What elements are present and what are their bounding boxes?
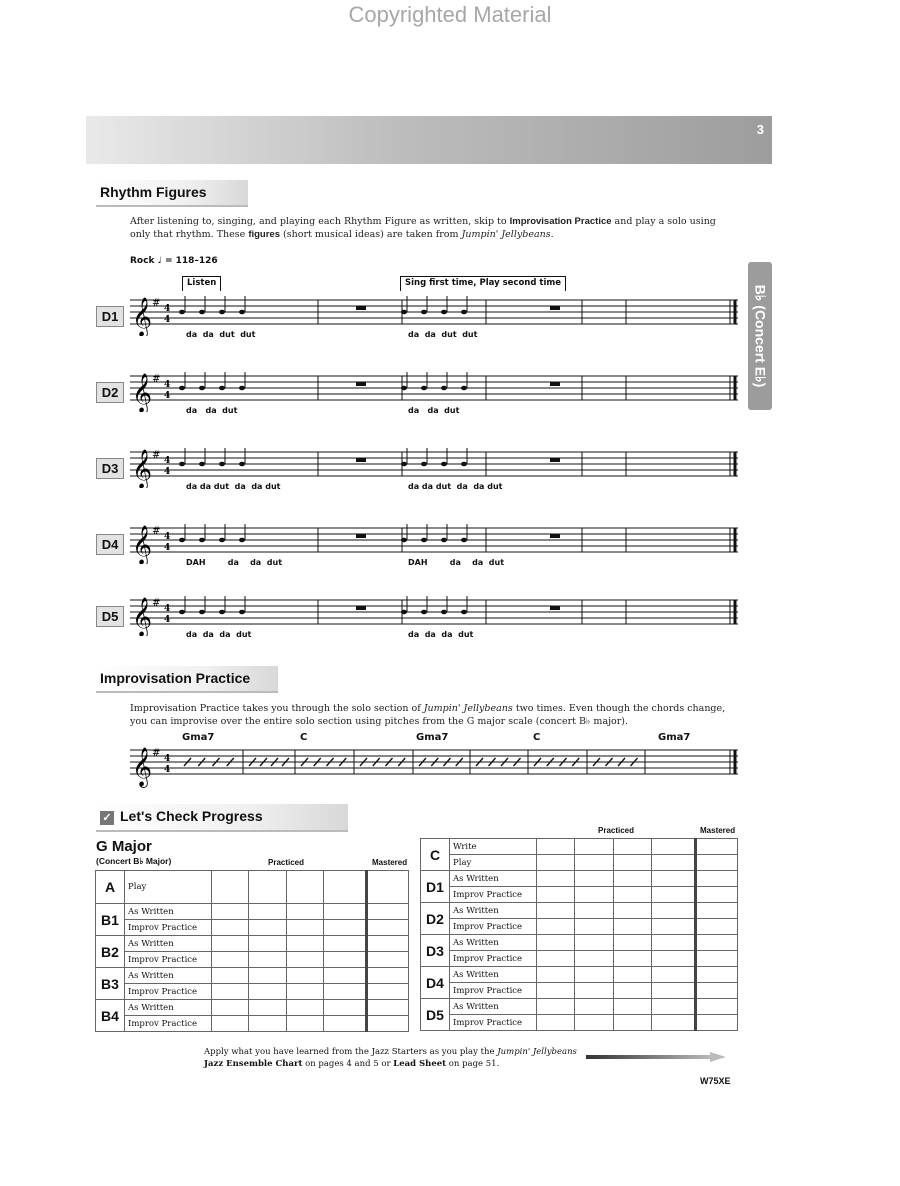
svg-text:4: 4 [164, 532, 171, 542]
progress-row-label: A [96, 871, 125, 904]
progress-item: As Written [450, 871, 537, 887]
practiced-checkbox[interactable] [286, 1016, 323, 1032]
practiced-checkbox[interactable] [537, 967, 575, 983]
practiced-checkbox[interactable] [537, 999, 575, 1015]
progress-row [96, 968, 409, 984]
progress-row [421, 871, 738, 887]
chord-label: Gma7 [416, 732, 449, 743]
svg-text:#: # [152, 374, 161, 385]
key-subtitle: (Concert B♭ Major) [96, 856, 172, 866]
progress-row [421, 839, 738, 855]
progress-row-label: D3 [421, 935, 450, 967]
practiced-checkbox[interactable] [249, 1000, 286, 1016]
practiced-checkbox[interactable] [613, 935, 651, 951]
rhythm-intro: After listening to, singing, and playing each Rhythm Figure as written, skip to Improvisation Practice and play a solo using only that rhythm. These figures (short musical ideas) are taken from Jumpin' Jellybeans. [130, 216, 716, 240]
mastered-checkbox[interactable] [696, 951, 738, 967]
progress-row [421, 887, 738, 903]
mastered-checkbox[interactable] [367, 904, 409, 920]
practiced-checkbox[interactable] [613, 999, 651, 1015]
practiced-checkbox[interactable] [613, 903, 651, 919]
svg-text:#: # [152, 450, 161, 461]
svg-text:4: 4 [164, 304, 171, 314]
rhythm-row-label: D4 [96, 534, 124, 555]
practiced-checkbox[interactable] [575, 839, 613, 855]
progress-row [421, 903, 738, 919]
practiced-checkbox[interactable] [249, 904, 286, 920]
progress-table-right [420, 838, 738, 1031]
svg-text:4: 4 [164, 467, 171, 477]
practiced-checkbox[interactable] [613, 839, 651, 855]
practiced-checkbox[interactable] [613, 887, 651, 903]
practiced-checkbox[interactable] [613, 871, 651, 887]
mastered-checkbox[interactable] [696, 871, 738, 887]
progress-item: As Written [125, 968, 212, 984]
progress-row [421, 919, 738, 935]
chord-label: Gma7 [658, 732, 691, 743]
svg-text:4: 4 [164, 754, 171, 764]
rhythm-syllables: da da dut dut [408, 330, 478, 339]
svg-text:4: 4 [164, 604, 171, 614]
checkmark-icon: ✓ [100, 811, 114, 825]
mastered-checkbox[interactable] [696, 919, 738, 935]
practiced-checkbox[interactable] [324, 936, 367, 952]
practiced-checkbox[interactable] [286, 1000, 323, 1016]
practiced-checkbox[interactable] [212, 936, 249, 952]
progress-item: Improv Practice [450, 1015, 537, 1031]
progress-heading: ✓ Let's Check Progress [96, 804, 348, 832]
practiced-checkbox[interactable] [652, 983, 696, 999]
progress-item: Write [450, 839, 537, 855]
progress-row [421, 951, 738, 967]
progress-row-label: D5 [421, 999, 450, 1031]
rhythm-row-label: D3 [96, 458, 124, 479]
progress-item: Improv Practice [125, 1016, 212, 1032]
practiced-checkbox[interactable] [537, 887, 575, 903]
practiced-checkbox[interactable] [575, 871, 613, 887]
rhythm-row-label: D5 [96, 606, 124, 627]
progress-row-label: B1 [96, 904, 125, 936]
practiced-checkbox[interactable] [249, 968, 286, 984]
practiced-checkbox[interactable] [324, 1000, 367, 1016]
practiced-header-right: Practiced [598, 826, 635, 835]
svg-text:𝄞: 𝄞 [132, 449, 153, 488]
practiced-checkbox[interactable] [212, 952, 249, 968]
progress-row-label: D4 [421, 967, 450, 999]
progress-row [96, 904, 409, 920]
progress-item: Play [125, 871, 212, 904]
mastered-checkbox[interactable] [696, 855, 738, 871]
practiced-checkbox[interactable] [652, 887, 696, 903]
svg-text:4: 4 [164, 380, 171, 390]
progress-item: As Written [450, 999, 537, 1015]
progress-item: Improv Practice [125, 984, 212, 1000]
side-tab-label: B♭ (Concert E♭) [752, 284, 769, 388]
practiced-checkbox[interactable] [613, 855, 651, 871]
practiced-checkbox[interactable] [575, 887, 613, 903]
progress-row [421, 967, 738, 983]
progress-row-label: B2 [96, 936, 125, 968]
rhythm-figures-heading: Rhythm Figures [96, 180, 248, 207]
mastered-checkbox[interactable] [367, 1000, 409, 1016]
practiced-checkbox[interactable] [537, 983, 575, 999]
rhythm-row-label: D1 [96, 306, 124, 327]
practiced-checkbox[interactable] [286, 984, 323, 1000]
mastered-checkbox[interactable] [696, 935, 738, 951]
practiced-checkbox[interactable] [286, 871, 323, 904]
svg-text:𝄞: 𝄞 [132, 525, 153, 564]
svg-text:#: # [152, 748, 161, 759]
page-banner [86, 116, 772, 164]
practiced-checkbox[interactable] [286, 952, 323, 968]
page-number: 3 [756, 122, 764, 137]
practiced-checkbox[interactable] [652, 855, 696, 871]
practiced-checkbox[interactable] [537, 919, 575, 935]
mastered-checkbox[interactable] [367, 952, 409, 968]
svg-text:4: 4 [164, 615, 171, 625]
mastered-checkbox[interactable] [367, 968, 409, 984]
practiced-checkbox[interactable] [212, 984, 249, 1000]
progress-item: Improv Practice [450, 951, 537, 967]
practiced-checkbox[interactable] [575, 951, 613, 967]
improv-staff [130, 730, 742, 790]
progress-item: Improv Practice [125, 952, 212, 968]
practiced-checkbox[interactable] [537, 1015, 575, 1031]
progress-row-label: D2 [421, 903, 450, 935]
improv-text: Improvisation Practice takes you through the solo section of Jumpin' Jellybeans two times. Even though the chords change, you can improvise over the entire solo section using pitches from the G major scale (concert B♭ major). [130, 703, 726, 727]
progress-row-label: D1 [421, 871, 450, 903]
progress-row [421, 935, 738, 951]
practiced-checkbox[interactable] [286, 936, 323, 952]
progress-row [96, 920, 409, 936]
practiced-checkbox[interactable] [575, 999, 613, 1015]
svg-text:4: 4 [164, 543, 171, 553]
rhythm-syllables: DAH da da dut [408, 558, 505, 567]
svg-text:#: # [152, 526, 161, 537]
practiced-checkbox[interactable] [286, 904, 323, 920]
practiced-checkbox[interactable] [613, 919, 651, 935]
mastered-checkbox[interactable] [367, 920, 409, 936]
practiced-checkbox[interactable] [212, 1016, 249, 1032]
svg-text:4: 4 [164, 315, 171, 325]
mastered-header-right: Mastered [700, 826, 736, 835]
progress-row [96, 984, 409, 1000]
practiced-checkbox[interactable] [652, 951, 696, 967]
mastered-checkbox[interactable] [696, 983, 738, 999]
practiced-checkbox[interactable] [324, 920, 367, 936]
mastered-checkbox[interactable] [367, 936, 409, 952]
practiced-checkbox[interactable] [652, 999, 696, 1015]
practiced-checkbox[interactable] [249, 1016, 286, 1032]
progress-table-left [95, 870, 409, 1032]
progress-row [421, 855, 738, 871]
practiced-header: Practiced [268, 858, 305, 867]
practiced-checkbox[interactable] [212, 968, 249, 984]
practiced-checkbox[interactable] [324, 904, 367, 920]
practiced-checkbox[interactable] [324, 871, 367, 904]
progress-item: As Written [450, 935, 537, 951]
footer-note: Apply what you have learned from the Jazz Starters as you play the Jumpin' Jellybeans Jazz Ensemble Chart on pages 4 and 5 or Lead Sheet on page 51. [204, 1047, 577, 1069]
catalog-code: W75XE [700, 1076, 731, 1086]
rhythm-syllables: da da da dut [408, 630, 474, 639]
progress-row [96, 936, 409, 952]
svg-text:𝄞: 𝄞 [132, 373, 153, 412]
svg-text:𝄞: 𝄞 [132, 747, 153, 787]
svg-text:#: # [152, 598, 161, 609]
progress-row [96, 952, 409, 968]
rhythm-syllables: DAH da da dut [186, 558, 283, 567]
mastered-checkbox[interactable] [696, 839, 738, 855]
practiced-checkbox[interactable] [652, 903, 696, 919]
progress-row-label: C [421, 839, 450, 871]
progress-item: As Written [450, 967, 537, 983]
mastered-header: Mastered [372, 858, 408, 867]
practiced-checkbox[interactable] [212, 920, 249, 936]
practiced-checkbox[interactable] [324, 952, 367, 968]
practiced-checkbox[interactable] [537, 951, 575, 967]
mastered-checkbox[interactable] [367, 984, 409, 1000]
practiced-checkbox[interactable] [537, 903, 575, 919]
progress-row [96, 1016, 409, 1032]
chord-label: C [300, 732, 308, 743]
practiced-checkbox[interactable] [212, 1000, 249, 1016]
rhythm-row-label: D2 [96, 382, 124, 403]
key-title: G Major [96, 838, 152, 855]
progress-item: As Written [125, 904, 212, 920]
practiced-checkbox[interactable] [613, 951, 651, 967]
practiced-checkbox[interactable] [537, 935, 575, 951]
rhythm-syllables: da da dut [186, 406, 238, 415]
progress-item: As Written [125, 936, 212, 952]
practiced-checkbox[interactable] [652, 935, 696, 951]
practiced-checkbox[interactable] [575, 983, 613, 999]
rhythm-syllables: da da dut da da dut [186, 482, 281, 491]
rhythm-syllables: da da dut [408, 406, 460, 415]
progress-item: Play [450, 855, 537, 871]
practiced-checkbox[interactable] [212, 871, 249, 904]
svg-text:𝄞: 𝄞 [132, 297, 153, 336]
progress-row [96, 871, 409, 904]
svg-text:𝄞: 𝄞 [132, 597, 153, 636]
practiced-checkbox[interactable] [249, 920, 286, 936]
rhythm-syllables: da da dut da da dut [408, 482, 503, 491]
practiced-checkbox[interactable] [613, 1015, 651, 1031]
mastered-checkbox[interactable] [696, 967, 738, 983]
practiced-checkbox[interactable] [286, 920, 323, 936]
progress-row-label: B3 [96, 968, 125, 1000]
chord-label: C [533, 732, 541, 743]
tempo-marking: Rock ♩ = 118–126 [130, 256, 218, 266]
mastered-checkbox[interactable] [696, 903, 738, 919]
progress-item: As Written [125, 1000, 212, 1016]
practiced-checkbox[interactable] [249, 936, 286, 952]
practiced-checkbox[interactable] [652, 839, 696, 855]
svg-text:4: 4 [164, 765, 171, 775]
improvisation-heading: Improvisation Practice [96, 666, 278, 693]
arrow-icon [586, 1052, 726, 1062]
svg-text:#: # [152, 298, 161, 309]
practiced-checkbox[interactable] [575, 855, 613, 871]
practiced-checkbox[interactable] [249, 952, 286, 968]
practiced-checkbox[interactable] [537, 839, 575, 855]
mastered-checkbox[interactable] [696, 999, 738, 1015]
practiced-checkbox[interactable] [249, 984, 286, 1000]
practiced-checkbox[interactable] [324, 968, 367, 984]
progress-row [96, 1000, 409, 1016]
practiced-checkbox[interactable] [613, 983, 651, 999]
progress-item: Improv Practice [125, 920, 212, 936]
practiced-checkbox[interactable] [613, 967, 651, 983]
practiced-checkbox[interactable] [652, 871, 696, 887]
practiced-checkbox[interactable] [575, 919, 613, 935]
practiced-checkbox[interactable] [324, 1016, 367, 1032]
practiced-checkbox[interactable] [249, 871, 286, 904]
progress-item: Improv Practice [450, 983, 537, 999]
sing-play-bracket: Sing first time, Play second time [400, 276, 566, 291]
practiced-checkbox[interactable] [575, 1015, 613, 1031]
mastered-checkbox[interactable] [367, 1016, 409, 1032]
watermark: Copyrighted Material [348, 2, 552, 27]
practiced-checkbox[interactable] [324, 984, 367, 1000]
practiced-checkbox[interactable] [652, 1015, 696, 1031]
progress-item: Improv Practice [450, 887, 537, 903]
svg-text:4: 4 [164, 456, 171, 466]
rhythm-syllables: da da da dut [186, 630, 252, 639]
progress-item: As Written [450, 903, 537, 919]
chord-label: Gma7 [182, 732, 215, 743]
mastered-checkbox[interactable] [696, 1015, 738, 1031]
practiced-checkbox[interactable] [537, 871, 575, 887]
practiced-checkbox[interactable] [652, 919, 696, 935]
progress-item: Improv Practice [450, 919, 537, 935]
mastered-checkbox[interactable] [696, 887, 738, 903]
practiced-checkbox[interactable] [575, 903, 613, 919]
mastered-checkbox[interactable] [367, 871, 409, 904]
rhythm-syllables: da da dut dut [186, 330, 256, 339]
practiced-checkbox[interactable] [575, 967, 613, 983]
practiced-checkbox[interactable] [286, 968, 323, 984]
practiced-checkbox[interactable] [537, 855, 575, 871]
progress-row [421, 999, 738, 1015]
listen-bracket: Listen [182, 276, 221, 291]
svg-text:4: 4 [164, 391, 171, 401]
side-tab [748, 262, 772, 410]
practiced-checkbox[interactable] [575, 935, 613, 951]
progress-row [421, 983, 738, 999]
practiced-checkbox[interactable] [652, 967, 696, 983]
progress-row-label: B4 [96, 1000, 125, 1032]
progress-row [421, 1015, 738, 1031]
practiced-checkbox[interactable] [212, 904, 249, 920]
